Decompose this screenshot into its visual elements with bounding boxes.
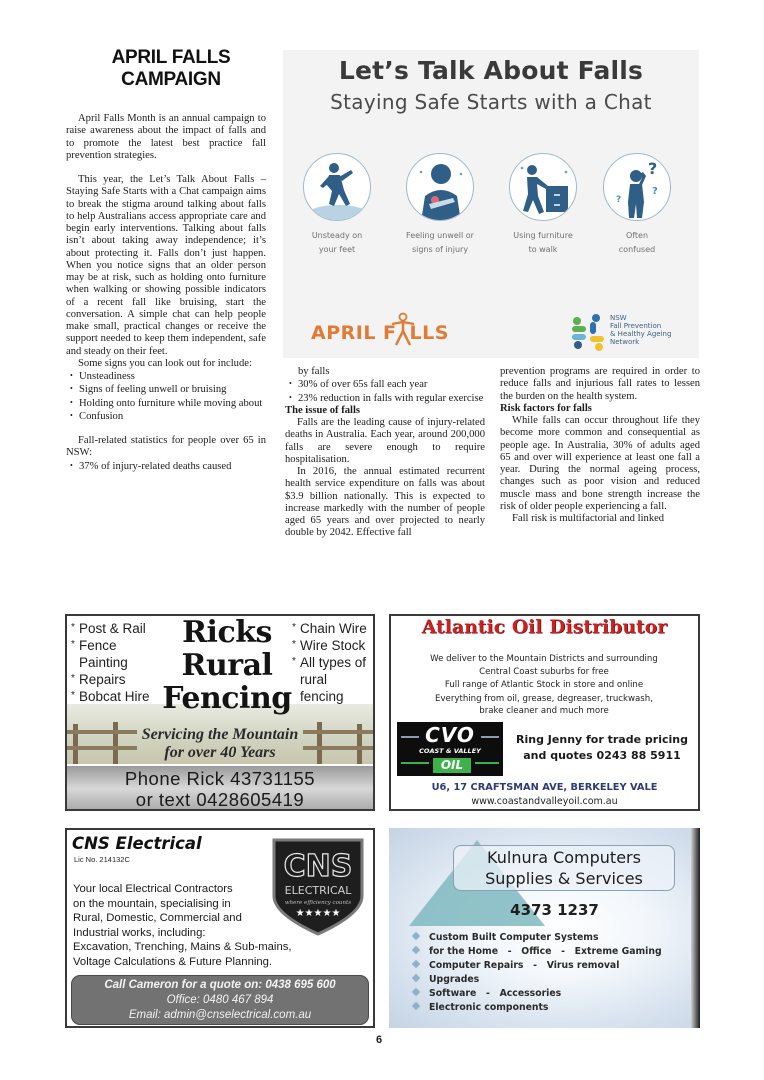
list-item-continued: by falls [298, 366, 330, 377]
description-line: Central Coast suburbs for free [479, 666, 609, 677]
description-line: Excavation, Trenching, Mains & Sub-mains, [73, 941, 292, 954]
business-name-line: Ricks [182, 615, 272, 650]
sign-label: confused [618, 245, 656, 254]
kulnura-computers-ad [389, 828, 700, 1028]
sign-label: your feet [318, 245, 356, 254]
paragraph: Some signs you can look out for include: [78, 357, 252, 369]
service-item: rural [300, 672, 328, 687]
list-item [413, 973, 662, 987]
sign-item [495, 153, 591, 257]
list-item [413, 987, 662, 1001]
services-list-right [292, 620, 367, 705]
article-column-2 [285, 366, 485, 540]
sign-item [589, 153, 685, 257]
list-item [413, 931, 662, 945]
list-item: • 30% of over 65s fall each year [285, 378, 485, 391]
nsw-network-icon [568, 312, 608, 352]
diamond-bullet-icon [412, 1002, 420, 1010]
business-name-line: Rural [181, 648, 273, 683]
description-line: Your local Electrical Contractors [73, 883, 233, 895]
paragraph: Fall-related statistics for people over 65 in NSW: [66, 435, 266, 459]
shield-text: where efficiency counts [284, 900, 352, 906]
service-item: * Chain Wire [292, 620, 367, 637]
description-line: Rural, Domestic, Commercial and [73, 912, 242, 925]
atlantic-oil-ad [389, 614, 700, 811]
service-item: * All types of [292, 654, 367, 671]
list-item-text: Custom Built Computer Systems [429, 932, 599, 943]
cns-business-name: CNS Electrical [72, 834, 202, 853]
sign-label: Unsteady on [311, 231, 363, 240]
cvo-logo [397, 722, 503, 776]
article-title-line: CAMPAIGN [121, 69, 221, 90]
list-item [413, 959, 662, 973]
nsw-fall-prevention-logo [568, 312, 698, 352]
banner-title: Let’s Talk About Falls [338, 56, 644, 85]
ricks-phone-bar [67, 766, 373, 811]
paragraph: In 2016, the annual estimated recurrent health service expenditure on falls was about $3.9 billion nationally. This is expected to increase markedly with the number of people aged 65 years and over projected to nearly double by 2042. Effective fall [285, 466, 485, 539]
nsw-logo-text: Network [610, 338, 640, 346]
description-line: Industrial works, including: [73, 926, 206, 939]
unsteady-person-icon [303, 153, 371, 221]
service-item: Painting [79, 655, 128, 670]
ricks-rural-fencing-ad [65, 614, 375, 811]
list-item-text: Upgrades [429, 974, 480, 985]
cns-electrical-ad [65, 828, 375, 1028]
phone-text: Phone Rick 43731155 [124, 768, 316, 789]
kulnura-services-list [413, 931, 662, 1015]
list-item: • Confusion [66, 410, 266, 423]
sign-label: to walk [528, 245, 558, 254]
diamond-bullet-icon [412, 974, 420, 982]
page-number: 6 [376, 1034, 383, 1046]
article-title-line: APRIL FALLS [111, 47, 231, 68]
description-line: Everything from oil, grease, degreaser, truckwash, [435, 693, 653, 704]
kulnura-title [453, 847, 675, 889]
shield-text: CNS [283, 849, 353, 884]
paragraph: prevention programs are required in order to reduce falls and injurious fall rates to lessen the burden on the health system. [500, 366, 700, 402]
april-falls-figure-icon [391, 312, 415, 346]
shield-text: ELECTRICAL [284, 884, 352, 897]
article-column-1 [66, 113, 266, 473]
rating-stars-icon: ★★★★★ [295, 908, 341, 919]
banner-subtitle: Staying Safe Starts with a Chat [330, 90, 652, 114]
service-item: fencing [300, 689, 344, 704]
paragraph: This year, the Let’s Talk About Falls – Staying Safe Starts with a Chat campaign aims to break the stigma around talking about falls to help Australians access appropriate care and begin early interventions. Talking about falls isn’t about taking away independence; it’s about protecting it. Falls don’t just happen. When you notice signs that an older person may be at risk, such as holding onto furniture when walking or showing possible indicators of a recent fall like bruising, start the conversation. A simple chat can help people make small, practical changes or receive the support needed to keep them independent, safe and steady on their feet. [66, 174, 266, 357]
sign-item [289, 153, 385, 257]
contact-line: and quotes 0243 88 5911 [523, 749, 681, 762]
list-item [413, 1001, 662, 1015]
atlantic-description [399, 653, 689, 718]
svg-text:?: ? [652, 186, 658, 197]
paragraph: Fall risk is multifactorial and linked [512, 513, 665, 524]
confused-person-icon [603, 153, 671, 221]
section-heading: Risk factors for falls [500, 402, 592, 414]
diamond-bullet-icon [412, 932, 420, 940]
contact-line[interactable]: Email: admin@cnselectrical.com.au [128, 1009, 312, 1021]
list-item-text: for the Home - Office - Extreme Gaming [429, 946, 662, 957]
nsw-logo-text: Fall Prevention [610, 322, 662, 330]
title-line: Kulnura Computers [487, 848, 641, 867]
campaign-banner [283, 50, 699, 358]
list-item [413, 945, 662, 959]
sign-label: Feeling unwell or [406, 231, 474, 240]
atlantic-website[interactable]: www.coastandvalleyoil.com.au [471, 796, 618, 807]
diamond-bullet-icon [412, 946, 420, 954]
paragraph: Falls are the leading cause of injury-related deaths in Australia. Each year, around 200,000 falls are severe enough to require hospitalisation. [285, 417, 485, 465]
description-line: We deliver to the Mountain Districts and surrounding [430, 654, 658, 664]
services-list-left [71, 620, 150, 705]
service-item: * Post & Rail [71, 620, 150, 637]
service-item: * Wire Stock [292, 637, 367, 654]
cvo-logo-text: CVO [425, 723, 475, 747]
atlantic-address: U6, 17 CRAFTSMAN AVE, BERKELEY VALE [431, 782, 658, 793]
tagline-line: Servicing the Mountain [141, 726, 299, 743]
list-item: • Holding onto furniture while moving about [66, 397, 266, 410]
atlantic-title: Atlantic Oil Distributor [421, 617, 668, 638]
nsw-logo-text: NSW [610, 314, 627, 322]
contact-line: Office: 0480 467 894 [166, 994, 274, 1006]
description-line: brake cleaner and much more [479, 706, 609, 717]
sign-label: Using furniture [513, 231, 573, 240]
article-column-3 [500, 366, 700, 525]
description-line: on the mountain, specialising in [73, 897, 231, 910]
paragraph: While falls can occur throughout life they become more common and consequential as people age. In Australia, 30% of adults aged 65 and over will experience at least one fall a year. During the normal ageing process, changes such as poor vision and reduced muscle mass and bone strength increase the risk of older people experiencing a fall. [500, 415, 700, 512]
person-holding-furniture-icon [509, 153, 577, 221]
list-item-text: Software - Accessories [429, 988, 562, 999]
kulnura-phone: 4373 1237 [510, 901, 599, 919]
ricks-tagline [67, 726, 373, 762]
list-item: • 37% of injury-related deaths caused [66, 460, 266, 473]
service-item: * Fence [71, 637, 150, 654]
sign-label: signs of injury [411, 245, 469, 254]
april-falls-logo-text: LLS [409, 322, 449, 344]
svg-text:?: ? [648, 159, 658, 178]
list-item: • 23% reduction in falls with regular exercise [285, 392, 485, 405]
april-falls-logo [311, 322, 449, 344]
nsw-logo-text: & Healthy Ageing [610, 330, 672, 338]
decorative-edge [691, 828, 700, 1028]
cvo-logo-subtext: COAST & VALLEY [419, 747, 481, 755]
cns-contact-box [71, 975, 369, 1025]
phone-text: or text 0428605419 [135, 789, 305, 810]
atlantic-contact [509, 732, 695, 764]
sign-item [392, 153, 488, 257]
contact-line: Ring Jenny for trade pricing [516, 733, 688, 746]
list-item: • Signs of feeling unwell or bruising [66, 383, 266, 396]
injured-person-icon [406, 153, 474, 221]
diamond-bullet-icon [412, 960, 420, 968]
title-line: Supplies & Services [485, 869, 643, 888]
svg-text:?: ? [616, 195, 622, 205]
cns-shield-logo [270, 834, 366, 936]
cns-description [73, 882, 292, 970]
list-item-text: Computer Repairs - Virus removal [429, 960, 620, 971]
list-item-text: Electronic components [429, 1002, 549, 1013]
tagline-line: for over 40 Years [164, 744, 276, 761]
section-heading: The issue of falls [285, 404, 361, 416]
service-item: * Repairs [71, 671, 150, 688]
diamond-bullet-icon [412, 988, 420, 996]
article-title [66, 47, 276, 91]
sign-label: Often [625, 231, 649, 240]
april-falls-logo-text: APRIL F [311, 322, 397, 344]
business-name-line: Fencing [162, 681, 292, 716]
list-item: • Unsteadiness [66, 370, 266, 383]
cns-licence-number: Lic No. 214132C [74, 855, 130, 864]
description-line: Full range of Atlantic Stock in store and online [444, 680, 644, 691]
cvo-logo-oil: OIL [433, 758, 471, 773]
description-line: Voltage Calculations & Future Planning. [73, 955, 273, 968]
service-item: * Bobcat Hire [71, 688, 150, 705]
contact-line: Call Cameron for a quote on: 0438 695 600 [104, 979, 336, 991]
ricks-business-name [157, 616, 297, 715]
paragraph: April Falls Month is an annual campaign to raise awareness about the impact of falls and to promote the latest best practice fall prevention strategies. [66, 113, 266, 161]
